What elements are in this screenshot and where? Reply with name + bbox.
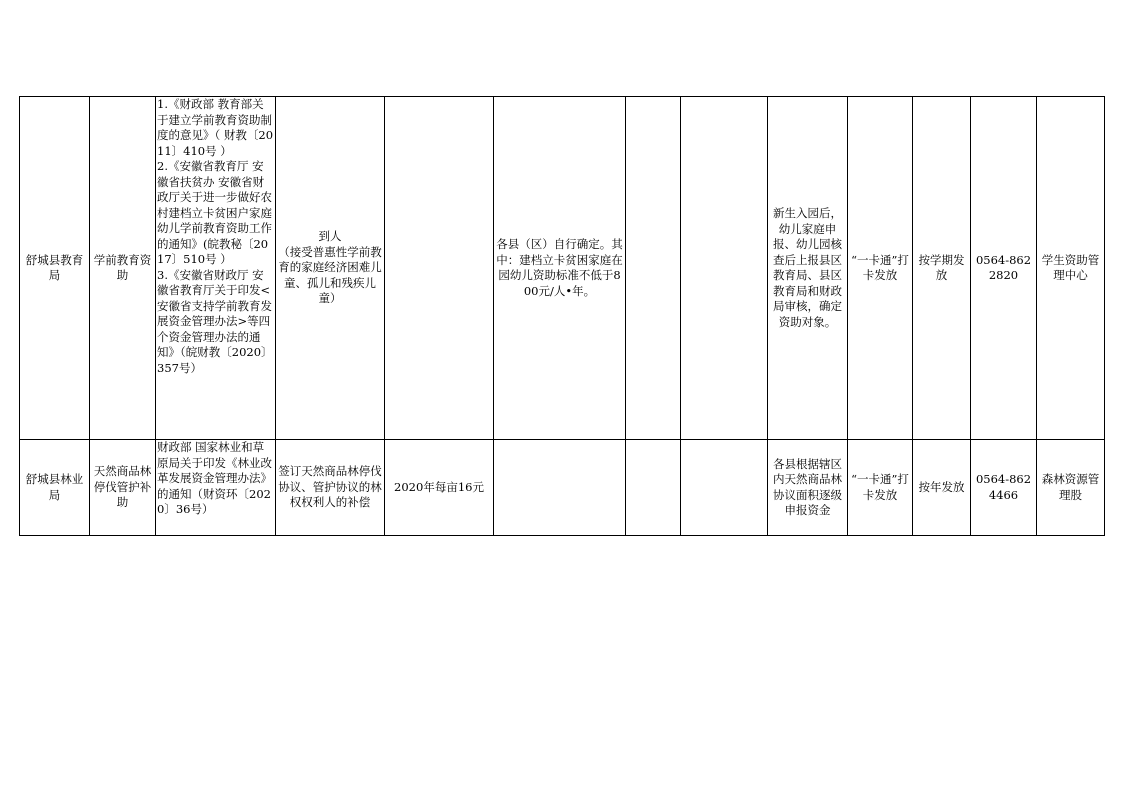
blank-cell-2 [681, 440, 768, 536]
blank-cell-2 [681, 97, 768, 440]
blank-cell-1 [626, 440, 681, 536]
policy-basis-cell [156, 440, 276, 536]
phone-cell: 0564-8622820 [971, 97, 1037, 440]
table-row [20, 97, 1105, 440]
responsible-unit-cell: 学生资助管理中心 [1037, 97, 1105, 440]
frequency-cell: 按年发放 [913, 440, 971, 536]
target-cell [276, 440, 385, 536]
subsidy-policy-table [19, 96, 1105, 536]
procedure-cell: 各县根据辖区内天然商品林协议面积逐级申报资金 [768, 440, 848, 536]
responsible-unit-cell: 森林资源管理股 [1037, 440, 1105, 536]
standard-cell [385, 97, 494, 440]
project-cell: 学前教育资助 [90, 97, 156, 440]
phone-cell: 0564-8624466 [971, 440, 1037, 536]
frequency-cell: 按学期发放 [913, 97, 971, 440]
note-cell: 各县（区）自行确定。其中：建档立卡贫困家庭在园幼儿资助标准不低于800元/人•年。 [494, 97, 626, 440]
payment-method-cell: “一卡通”打卡发放 [848, 440, 913, 536]
payment-method-cell: “一卡通”打卡发放 [848, 97, 913, 440]
table-row [20, 440, 1105, 536]
policy-basis-text: 财政部 国家林业和草原局关于印发《林业改革发展资金管理办法》的通知（财资环〔2020〕36号） [157, 440, 272, 516]
project-cell: 天然商品林停伐管护补助 [90, 440, 156, 536]
procedure-cell: 新生入园后，幼儿家庭申报、幼儿园核查后上报县区教育局、县区教育局和财政局审核，确定资助对象。 [768, 97, 848, 440]
target-text: 签订天然商品林停伐协议、管护协议的林权权利人的补偿 [278, 464, 382, 510]
note-cell [494, 440, 626, 536]
policy-table-container [19, 96, 1104, 536]
standard-cell: 2020年每亩16元 [385, 440, 494, 536]
department-cell: 舒城县教育局 [20, 97, 90, 440]
policy-basis-cell [156, 97, 276, 440]
target-cell [276, 97, 385, 440]
policy-basis-text: 1.《财政部 教育部关于建立学前教育资助制度的意见》（ 财教〔2011〕410号 ） 2.《安徽省教育厅 安徽省扶贫办 安徽省财政厅关于进一步做好农村建档立卡贫困户家庭幼儿学前教育资助工作的通知》(皖教秘〔2017〕510号 ） 3.《安徽省财政厅 安徽省教育厅关于印发<安徽省支持学前教育发展资金管理办法>等四个资金管理办法的通知》（皖财教〔2020〕357号） [157, 97, 274, 375]
blank-cell-1 [626, 97, 681, 440]
department-cell: 舒城县林业局 [20, 440, 90, 536]
target-text: 到人 （接受普惠性学前教育的家庭经济困难儿童、孤儿和残疾儿童） [278, 229, 382, 306]
